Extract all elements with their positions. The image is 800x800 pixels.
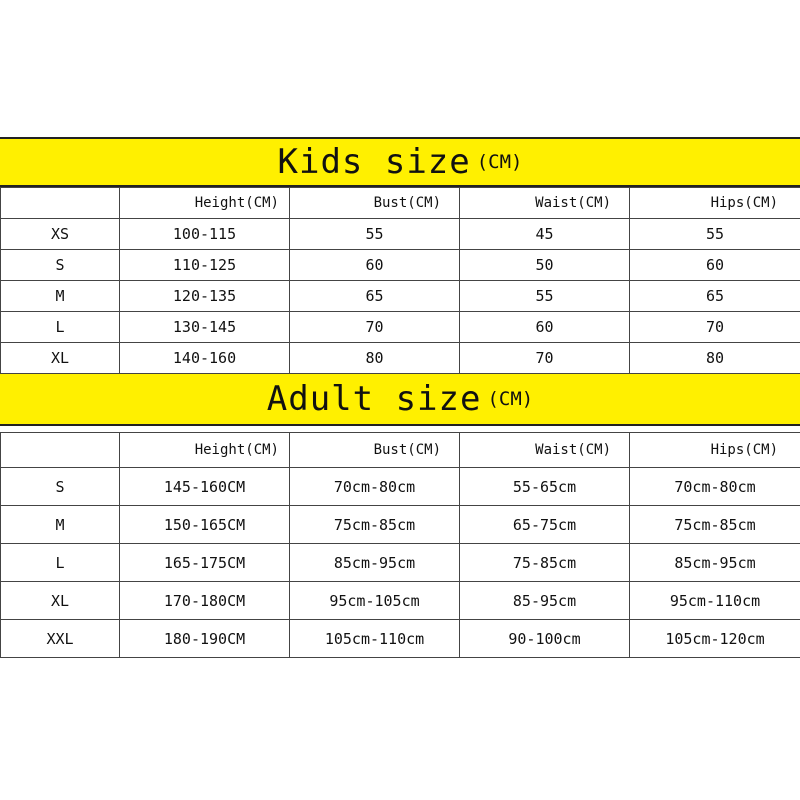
hips-cell: 85cm-95cm <box>630 544 800 582</box>
adult-size-banner <box>0 374 800 426</box>
height-cell: 100-115 <box>120 219 290 250</box>
size-cell: L <box>1 544 120 582</box>
waist-cell: 65-75cm <box>460 506 630 544</box>
table-row <box>1 468 800 506</box>
bust-cell: 70cm-80cm <box>290 468 460 506</box>
adult-size-title: Adult size <box>266 379 482 419</box>
waist-cell: 60 <box>460 312 630 343</box>
hips-cell: 55 <box>630 219 800 250</box>
hips-cell: 70 <box>630 312 800 343</box>
table-row <box>1 250 800 281</box>
hips-cell: 75cm-85cm <box>630 506 800 544</box>
kids-header-waist: Waist(CM) <box>460 188 630 219</box>
size-cell: XL <box>1 343 120 374</box>
size-cell: XXL <box>1 620 120 658</box>
bust-cell: 65 <box>290 281 460 312</box>
bust-cell: 95cm-105cm <box>290 582 460 620</box>
kids-size-unit: (CM) <box>476 151 523 173</box>
bust-cell: 60 <box>290 250 460 281</box>
adult-header-waist: Waist(CM) <box>460 433 630 468</box>
waist-cell: 50 <box>460 250 630 281</box>
kids-size-banner <box>0 137 800 187</box>
bust-cell: 80 <box>290 343 460 374</box>
size-chart <box>0 137 800 658</box>
height-cell: 150-165CM <box>120 506 290 544</box>
size-cell: S <box>1 250 120 281</box>
table-row <box>1 506 800 544</box>
bust-cell: 70 <box>290 312 460 343</box>
waist-cell: 45 <box>460 219 630 250</box>
height-cell: 130-145 <box>120 312 290 343</box>
waist-cell: 55-65cm <box>460 468 630 506</box>
height-cell: 110-125 <box>120 250 290 281</box>
size-cell: M <box>1 506 120 544</box>
adult-header-row <box>1 433 800 468</box>
table-row <box>1 620 800 658</box>
bust-cell: 75cm-85cm <box>290 506 460 544</box>
bust-cell: 85cm-95cm <box>290 544 460 582</box>
waist-cell: 75-85cm <box>460 544 630 582</box>
adult-header-hips: Hips(CM) <box>630 433 800 468</box>
table-row <box>1 544 800 582</box>
kids-header-row <box>1 188 800 219</box>
kids-header-hips: Hips(CM) <box>630 188 800 219</box>
adult-header-size <box>1 433 120 468</box>
hips-cell: 70cm-80cm <box>630 468 800 506</box>
table-row <box>1 281 800 312</box>
bust-cell: 55 <box>290 219 460 250</box>
size-cell: XS <box>1 219 120 250</box>
kids-size-title: Kids size <box>277 142 471 182</box>
kids-header-height: Height(CM) <box>120 188 290 219</box>
height-cell: 180-190CM <box>120 620 290 658</box>
hips-cell: 95cm-110cm <box>630 582 800 620</box>
size-cell: M <box>1 281 120 312</box>
kids-header-bust: Bust(CM) <box>290 188 460 219</box>
adult-size-unit: (CM) <box>487 388 534 410</box>
waist-cell: 70 <box>460 343 630 374</box>
table-row <box>1 343 800 374</box>
hips-cell: 65 <box>630 281 800 312</box>
height-cell: 120-135 <box>120 281 290 312</box>
size-cell: XL <box>1 582 120 620</box>
size-cell: L <box>1 312 120 343</box>
height-cell: 145-160CM <box>120 468 290 506</box>
table-row <box>1 219 800 250</box>
adult-header-bust: Bust(CM) <box>290 433 460 468</box>
height-cell: 170-180CM <box>120 582 290 620</box>
bust-cell: 105cm-110cm <box>290 620 460 658</box>
size-cell: S <box>1 468 120 506</box>
hips-cell: 105cm-120cm <box>630 620 800 658</box>
adult-size-table <box>0 432 800 658</box>
waist-cell: 55 <box>460 281 630 312</box>
table-row <box>1 582 800 620</box>
kids-header-size <box>1 188 120 219</box>
hips-cell: 80 <box>630 343 800 374</box>
adult-header-height: Height(CM) <box>120 433 290 468</box>
waist-cell: 85-95cm <box>460 582 630 620</box>
kids-size-table <box>0 187 800 374</box>
waist-cell: 90-100cm <box>460 620 630 658</box>
hips-cell: 60 <box>630 250 800 281</box>
table-row <box>1 312 800 343</box>
height-cell: 165-175CM <box>120 544 290 582</box>
height-cell: 140-160 <box>120 343 290 374</box>
